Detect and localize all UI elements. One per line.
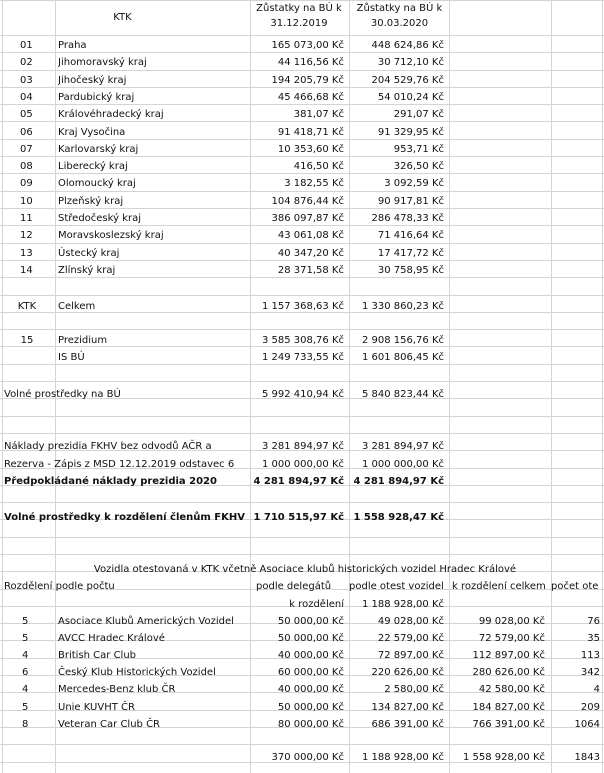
region-value-2020[interactable]: 448 624,86 Kč bbox=[371, 40, 444, 51]
presidium-2019[interactable]: 3 585 308,76 Kč bbox=[261, 335, 344, 346]
region-code[interactable]: 02 bbox=[20, 57, 33, 68]
region-value-2019[interactable]: 386 097,87 Kč bbox=[271, 213, 344, 224]
region-name[interactable]: Jihomoravský kraj bbox=[58, 57, 147, 68]
reserve-label[interactable]: Rezerva - Zápis z MSD 12.12.2019 odstavec 6 bbox=[4, 459, 235, 470]
club-total[interactable]: 99 028,00 Kč bbox=[478, 616, 545, 627]
region-name[interactable]: Karlovarský kraj bbox=[58, 144, 139, 155]
costs-2019[interactable]: 3 281 894,97 Kč bbox=[261, 441, 344, 452]
total-2020[interactable]: 1 330 860,23 Kč bbox=[361, 301, 444, 312]
region-value-2020[interactable]: 30 712,10 Kč bbox=[377, 57, 444, 68]
region-name[interactable]: Moravskoslezský kraj bbox=[58, 230, 164, 241]
club-delegate-count[interactable]: 5 bbox=[22, 702, 29, 713]
region-value-2020[interactable]: 286 478,33 Kč bbox=[371, 213, 444, 224]
club-delegate-count[interactable]: 6 bbox=[22, 667, 29, 678]
vehicles-header-total[interactable]: k rozdělení celkem bbox=[452, 581, 546, 592]
region-value-2020[interactable]: 30 758,95 Kč bbox=[377, 265, 444, 276]
region-name[interactable]: Liberecký kraj bbox=[58, 161, 128, 172]
region-code[interactable]: 09 bbox=[20, 178, 33, 189]
region-name[interactable]: Královéhradecký kraj bbox=[58, 109, 164, 120]
region-value-2019[interactable]: 91 418,71 Kč bbox=[277, 127, 344, 138]
region-value-2020[interactable]: 71 416,64 Kč bbox=[377, 230, 444, 241]
vehicles-header-distribution[interactable]: Rozdělení podle počtu bbox=[4, 581, 115, 592]
free-funds-2019[interactable]: 5 992 410,94 Kč bbox=[261, 389, 344, 400]
club-name[interactable]: Český Klub Historických Vozidel bbox=[58, 667, 216, 678]
costs-2020[interactable]: 3 281 894,97 Kč bbox=[361, 441, 444, 452]
club-by-tests[interactable]: 72 897,00 Kč bbox=[377, 650, 444, 661]
region-value-2019[interactable]: 165 073,00 Kč bbox=[271, 40, 344, 51]
club-by-tests[interactable]: 2 580,00 Kč bbox=[384, 684, 444, 695]
distributable-2019[interactable]: 1 710 515,97 Kč bbox=[253, 512, 344, 523]
club-name[interactable]: Unie KUVHT ČR bbox=[58, 702, 135, 713]
region-value-2020[interactable]: 90 917,81 Kč bbox=[377, 196, 444, 207]
region-value-2019[interactable]: 40 347,20 Kč bbox=[277, 248, 344, 259]
region-value-2020[interactable]: 204 529,76 Kč bbox=[371, 75, 444, 86]
region-code[interactable]: 14 bbox=[20, 265, 33, 276]
region-value-2019[interactable]: 43 061,08 Kč bbox=[277, 230, 344, 241]
region-value-2020[interactable]: 17 417,72 Kč bbox=[377, 248, 444, 259]
region-name[interactable]: Pardubický kraj bbox=[58, 92, 135, 103]
presidium-2020[interactable]: 2 908 156,76 Kč bbox=[361, 335, 444, 346]
vehicles-title[interactable]: Vozidla otestovaná v KTK včetně Asociace klubů historických vozidel Hradec Králové bbox=[93, 564, 517, 575]
club-count[interactable]: 113 bbox=[580, 650, 600, 661]
club-delegate-count[interactable]: 8 bbox=[22, 719, 29, 730]
club-delegate-count[interactable]: 5 bbox=[22, 616, 29, 627]
club-by-tests[interactable]: 686 391,00 Kč bbox=[371, 719, 444, 730]
club-count[interactable]: 342 bbox=[580, 667, 600, 678]
total-2019[interactable]: 1 157 368,63 Kč bbox=[261, 301, 344, 312]
region-code[interactable]: 03 bbox=[20, 75, 33, 86]
region-name[interactable]: Středočeský kraj bbox=[58, 213, 141, 224]
vehicles-total-tests[interactable]: 1 188 928,00 Kč bbox=[361, 752, 444, 763]
club-count[interactable]: 76 bbox=[587, 616, 600, 627]
total-code[interactable]: KTK bbox=[17, 301, 37, 312]
region-value-2020[interactable]: 953,71 Kč bbox=[393, 144, 444, 155]
club-delegate-count[interactable]: 5 bbox=[22, 633, 29, 644]
vehicles-total-count[interactable]: 1843 bbox=[574, 752, 600, 763]
club-by-tests[interactable]: 220 626,00 Kč bbox=[371, 667, 444, 678]
vehicles-header-count[interactable]: počet ote bbox=[551, 581, 599, 592]
expected-costs-label[interactable]: Předpokládané náklady prezidia 2020 bbox=[4, 476, 217, 487]
region-value-2020[interactable]: 3 092,59 Kč bbox=[384, 178, 444, 189]
region-code[interactable]: 01 bbox=[20, 40, 33, 51]
club-total[interactable]: 42 580,00 Kč bbox=[478, 684, 545, 695]
region-value-2019[interactable]: 104 876,44 Kč bbox=[271, 196, 344, 207]
region-value-2019[interactable]: 416,50 Kč bbox=[293, 161, 344, 172]
club-name[interactable]: Asociace Klubů Amerických Vozidel bbox=[58, 616, 234, 627]
region-value-2020[interactable]: 326,50 Kč bbox=[393, 161, 444, 172]
club-count[interactable]: 4 bbox=[593, 684, 600, 695]
expected-costs-2019[interactable]: 4 281 894,97 Kč bbox=[253, 476, 344, 487]
region-value-2020[interactable]: 291,07 Kč bbox=[393, 109, 444, 120]
club-count[interactable]: 35 bbox=[587, 633, 600, 644]
club-delegate-count[interactable]: 4 bbox=[22, 650, 29, 661]
region-value-2019[interactable]: 381,07 Kč bbox=[293, 109, 344, 120]
region-value-2019[interactable]: 44 116,56 Kč bbox=[277, 57, 344, 68]
club-name[interactable]: British Car Club bbox=[58, 650, 137, 661]
region-name[interactable]: Jihočeský kraj bbox=[58, 75, 127, 86]
distributable-label[interactable]: Volné prostředky k rozdělení členům FKHV bbox=[4, 512, 245, 523]
club-count[interactable]: 209 bbox=[580, 702, 600, 713]
club-total[interactable]: 766 391,00 Kč bbox=[472, 719, 545, 730]
region-name[interactable]: Zlínský kraj bbox=[58, 265, 116, 276]
region-code[interactable]: 10 bbox=[20, 196, 33, 207]
club-delegate-count[interactable]: 4 bbox=[22, 684, 29, 695]
vehicles-header-delegates[interactable]: podle delegátů bbox=[256, 581, 332, 592]
vehicles-subheader-value[interactable]: 1 188 928,00 Kč bbox=[361, 599, 444, 610]
region-code[interactable]: 04 bbox=[20, 92, 33, 103]
region-value-2019[interactable]: 28 371,58 Kč bbox=[277, 265, 344, 276]
vehicles-total-delegates[interactable]: 370 000,00 Kč bbox=[271, 752, 344, 763]
vehicles-total-sum[interactable]: 1 558 928,00 Kč bbox=[462, 752, 545, 763]
free-funds-2020[interactable]: 5 840 823,44 Kč bbox=[361, 389, 444, 400]
club-by-tests[interactable]: 134 827,00 Kč bbox=[371, 702, 444, 713]
region-code[interactable]: 11 bbox=[20, 213, 33, 224]
isbu-2019[interactable]: 1 249 733,55 Kč bbox=[261, 352, 344, 363]
costs-label[interactable]: Náklady prezidia FKHV bez odvodů AČR a bbox=[4, 441, 212, 452]
region-name[interactable]: Olomoucký kraj bbox=[58, 178, 136, 189]
club-by-delegates[interactable]: 50 000,00 Kč bbox=[277, 633, 344, 644]
header-2020-line2[interactable]: 30.03.2020 bbox=[370, 18, 429, 29]
club-total[interactable]: 72 579,00 Kč bbox=[478, 633, 545, 644]
region-value-2019[interactable]: 10 353,60 Kč bbox=[277, 144, 344, 155]
free-funds-label[interactable]: Volné prostředky na BÚ bbox=[4, 389, 121, 400]
club-by-delegates[interactable]: 40 000,00 Kč bbox=[277, 650, 344, 661]
isbu-label[interactable]: IS BÚ bbox=[58, 352, 85, 363]
reserve-2020[interactable]: 1 000 000,00 Kč bbox=[361, 459, 444, 470]
expected-costs-2020[interactable]: 4 281 894,97 Kč bbox=[353, 476, 444, 487]
header-2019-line2[interactable]: 31.12.2019 bbox=[270, 18, 328, 29]
presidium-code[interactable]: 15 bbox=[20, 335, 34, 346]
reserve-2019[interactable]: 1 000 000,00 Kč bbox=[261, 459, 344, 470]
region-name[interactable]: Kraj Vysočina bbox=[58, 127, 126, 138]
region-code[interactable]: 08 bbox=[20, 161, 33, 172]
club-name[interactable]: Veteran Car Club ČR bbox=[58, 719, 161, 730]
presidium-label[interactable]: Prezidium bbox=[58, 335, 108, 346]
region-code[interactable]: 07 bbox=[20, 144, 33, 155]
vehicles-header-tests[interactable]: podle otest vozidel bbox=[349, 581, 444, 592]
club-total[interactable]: 112 897,00 Kč bbox=[472, 650, 545, 661]
vehicles-subheader-label[interactable]: k rozdělení bbox=[289, 599, 344, 610]
region-value-2019[interactable]: 3 182,55 Kč bbox=[284, 178, 344, 189]
distributable-2020[interactable]: 1 558 928,47 Kč bbox=[353, 512, 444, 523]
region-name[interactable]: Plzeňský kraj bbox=[58, 196, 124, 207]
region-value-2020[interactable]: 91 329,95 Kč bbox=[377, 127, 444, 138]
total-label[interactable]: Celkem bbox=[58, 301, 96, 312]
header-2020-line1[interactable]: Zůstatky na BÚ k bbox=[356, 3, 443, 14]
club-name[interactable]: Mercedes-Benz klub ČR bbox=[58, 684, 176, 695]
club-by-delegates[interactable]: 50 000,00 Kč bbox=[277, 702, 344, 713]
region-name[interactable]: Ústecký kraj bbox=[58, 248, 120, 259]
region-code[interactable]: 12 bbox=[20, 230, 33, 241]
club-by-delegates[interactable]: 60 000,00 Kč bbox=[277, 667, 344, 678]
header-2019-line1[interactable]: Zůstatky na BÚ k bbox=[256, 3, 342, 14]
region-name[interactable]: Praha bbox=[58, 40, 87, 51]
club-total[interactable]: 184 827,00 Kč bbox=[472, 702, 545, 713]
club-by-delegates[interactable]: 40 000,00 Kč bbox=[277, 684, 344, 695]
club-name[interactable]: AVCC Hradec Králové bbox=[58, 633, 165, 644]
club-by-tests[interactable]: 49 028,00 Kč bbox=[377, 616, 444, 627]
club-total[interactable]: 280 626,00 Kč bbox=[472, 667, 545, 678]
region-code[interactable]: 13 bbox=[20, 248, 33, 259]
isbu-2020[interactable]: 1 601 806,45 Kč bbox=[361, 352, 444, 363]
club-count[interactable]: 1064 bbox=[574, 719, 600, 730]
region-value-2020[interactable]: 54 010,24 Kč bbox=[377, 92, 444, 103]
club-by-delegates[interactable]: 50 000,00 Kč bbox=[277, 616, 344, 627]
region-value-2019[interactable]: 194 205,79 Kč bbox=[271, 75, 344, 86]
club-by-delegates[interactable]: 80 000,00 Kč bbox=[277, 719, 344, 730]
region-code[interactable]: 05 bbox=[20, 109, 33, 120]
region-value-2019[interactable]: 45 466,68 Kč bbox=[277, 92, 344, 103]
club-by-tests[interactable]: 22 579,00 Kč bbox=[377, 633, 444, 644]
region-code[interactable]: 06 bbox=[20, 127, 33, 138]
header-ktk[interactable]: KTK bbox=[113, 12, 132, 23]
